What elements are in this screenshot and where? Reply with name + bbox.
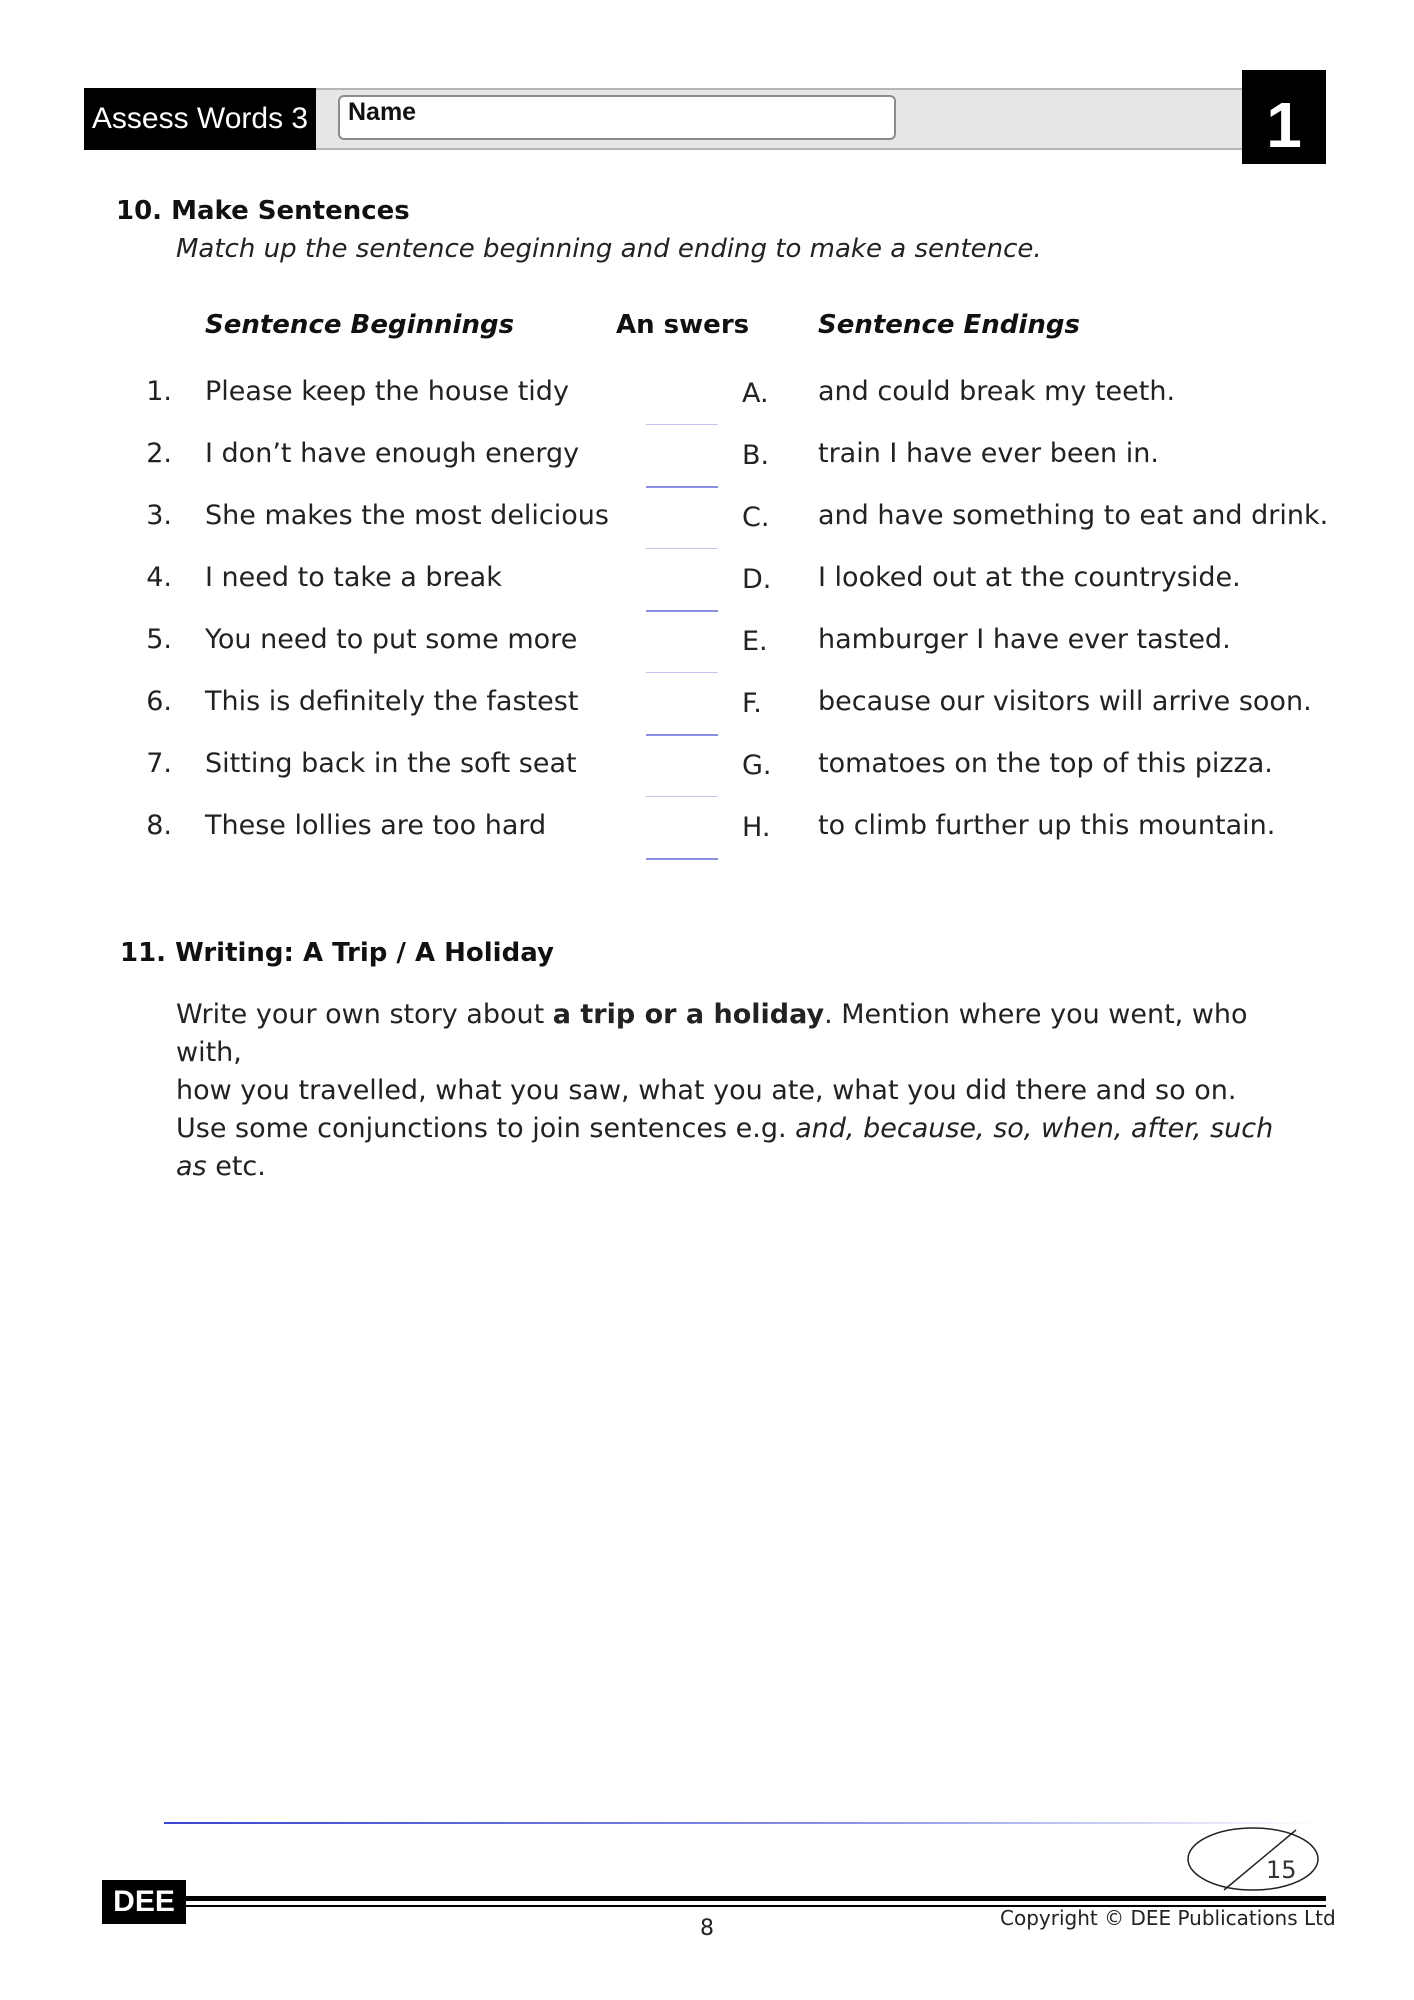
name-field[interactable]: [338, 95, 896, 140]
answer-blank[interactable]: [646, 734, 718, 736]
prompt-text: etc.: [206, 1151, 266, 1182]
unit-number-badge: 1: [1242, 70, 1326, 164]
prompt-topic: a trip or a holiday: [552, 999, 825, 1030]
sentence-beginning: This is definitely the fastest: [205, 686, 579, 717]
section-11-title: 11. Writing: A Trip / A Holiday: [120, 938, 554, 968]
prompt-line-1: [176, 996, 1306, 1072]
prompt-text: . Mention where you went, who with,: [176, 999, 1248, 1068]
prompt-text: Write your own story about: [176, 999, 553, 1030]
prompt-line-2: how you travelled, what you saw, what you ate, what you did there and so on.: [176, 1075, 1237, 1106]
ending-letter: F.: [742, 688, 762, 719]
answer-blank[interactable]: [646, 796, 718, 797]
answer-blank[interactable]: [646, 486, 718, 488]
sentence-beginning: Please keep the house tidy: [205, 376, 569, 407]
column-header-beginnings: Sentence Beginnings: [205, 310, 515, 340]
sentence-beginning: Sitting back in the soft seat: [205, 748, 577, 779]
ending-letter: G.: [742, 750, 772, 781]
section-10-instruction: Match up the sentence beginning and ending to make a sentence.: [176, 234, 1042, 264]
prompt-line-3: [176, 1110, 1306, 1186]
row-number: 3.: [146, 500, 172, 531]
column-header-endings: Sentence Endings: [818, 310, 1080, 340]
answer-blank[interactable]: [646, 672, 718, 673]
prompt-text: Use some conjunctions to join sentences e.g.: [176, 1113, 796, 1144]
row-number: 7.: [146, 748, 172, 779]
ending-letter: H.: [742, 812, 771, 843]
worksheet-title: Assess Words 3: [84, 88, 316, 150]
row-number: 6.: [146, 686, 172, 717]
sentence-beginning: I need to take a break: [205, 562, 502, 593]
score-total: 15: [1266, 1856, 1297, 1884]
sentence-ending: to climb further up this mountain.: [818, 810, 1276, 841]
sentence-beginning: These lollies are too hard: [205, 810, 547, 841]
conjunction-examples: and, because, so, when, after, such as: [176, 1113, 1274, 1182]
footer-rule: [186, 1896, 1326, 1901]
sentence-beginning: She makes the most delicious: [205, 500, 609, 531]
sentence-ending: train I have ever been in.: [818, 438, 1159, 469]
ending-letter: E.: [742, 626, 768, 657]
ending-letter: B.: [742, 440, 770, 471]
row-number: 4.: [146, 562, 172, 593]
answer-blank[interactable]: [646, 858, 718, 860]
row-number: 2.: [146, 438, 172, 469]
sentence-beginning: You need to put some more: [205, 624, 578, 655]
answer-blank[interactable]: [646, 424, 718, 425]
sentence-ending: hamburger I have ever tasted.: [818, 624, 1231, 655]
column-header-answers: An swers: [616, 310, 750, 340]
row-number: 1.: [146, 376, 172, 407]
row-number: 8.: [146, 810, 172, 841]
name-label: Name: [348, 98, 417, 126]
sentence-ending: I looked out at the countryside.: [818, 562, 1241, 593]
answer-blank[interactable]: [646, 548, 718, 549]
row-number: 5.: [146, 624, 172, 655]
sentence-ending: and have something to eat and drink.: [818, 500, 1329, 531]
page-number: 8: [700, 1916, 714, 1941]
ending-letter: D.: [742, 564, 772, 595]
copyright-text: Copyright © DEE Publications Ltd: [1000, 1906, 1336, 1930]
section-10-title: 10. Make Sentences: [116, 196, 410, 226]
footer-divider: [164, 1822, 1324, 1824]
writing-prompt: [176, 996, 1306, 1186]
ending-letter: A.: [742, 378, 769, 409]
score-oval-icon: [1186, 1826, 1320, 1892]
ending-letter: C.: [742, 502, 770, 533]
sentence-ending: tomatoes on the top of this pizza.: [818, 748, 1273, 779]
answer-blank[interactable]: [646, 610, 718, 612]
sentence-ending: because our visitors will arrive soon.: [818, 686, 1312, 717]
sentence-beginning: I don’t have enough energy: [205, 438, 580, 469]
dee-logo: DEE: [102, 1880, 186, 1924]
sentence-ending: and could break my teeth.: [818, 376, 1176, 407]
